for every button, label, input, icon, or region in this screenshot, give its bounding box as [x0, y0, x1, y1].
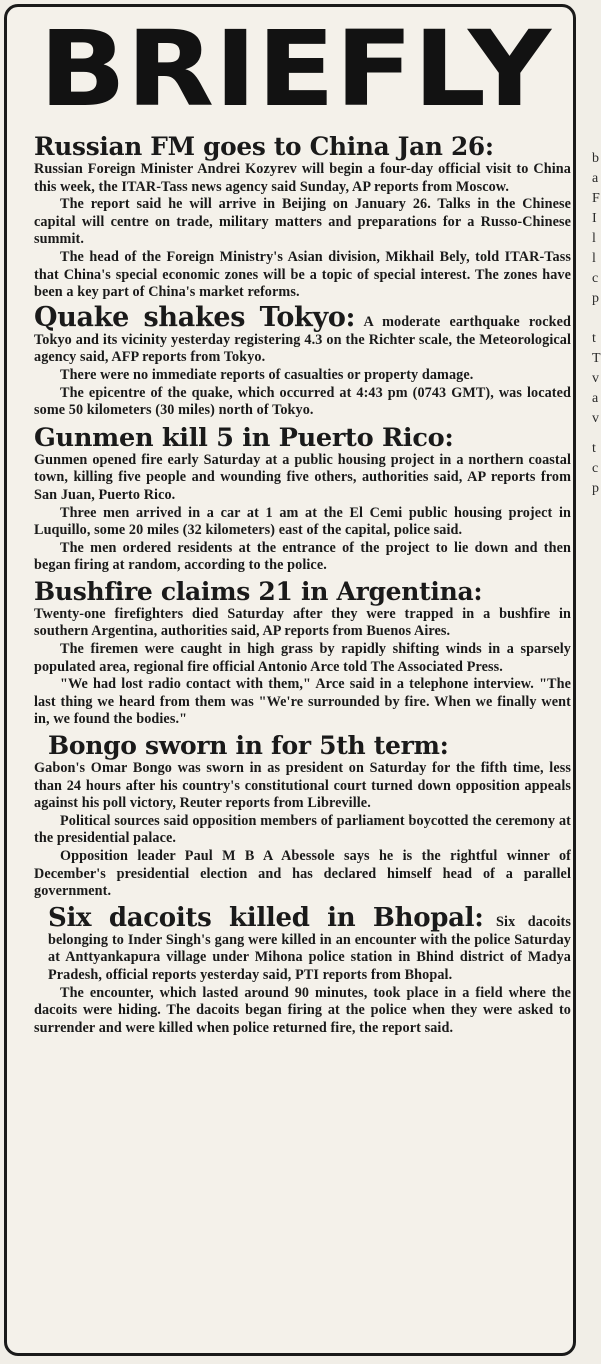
adjacent-column-letter: a: [592, 171, 599, 186]
story: [34, 578, 571, 729]
story: [34, 133, 571, 302]
paragraph: The report said he will arrive in Beijing on January 26. Talks in the Chinese capital will centre on trade, military matters and preparations for a Russo-Chinese summit.: [34, 196, 571, 248]
adjacent-column-letter: F: [592, 191, 600, 206]
headline: Russian FM goes to China Jan 26:: [34, 132, 494, 161]
paragraph: Opposition leader Paul M B A Abessole says he is the rightful winner of December's presidential election and has declared himself head of a parallel government.: [34, 848, 571, 900]
paragraph: The firemen were caught in high grass by rapidly shifting winds in a sparsely populated area, regional fire official Antonio Arce told The Associated Press.: [34, 641, 571, 675]
paragraph: The encounter, which lasted around 90 minutes, took place in a field where the dacoits were hiding. The dacoits began firing at the police when they were asked to surrender and were killed when police returned fire, the report said.: [34, 984, 571, 1036]
story-lead-paragraph: [34, 301, 571, 367]
adjacent-column-letter: l: [592, 251, 596, 266]
paragraph: Gunmen opened fire early Saturday at a public housing project in a northern coastal town, killing five people and wounding five others, authorities said, AP reports from San Juan, Puerto Rico.: [34, 451, 571, 503]
story: [34, 732, 571, 760]
adjacent-column-letter: p: [592, 481, 599, 496]
adjacent-column-letter: c: [592, 271, 599, 286]
adjacent-column-letter: t: [592, 441, 596, 456]
masthead-title: [35, 21, 555, 117]
briefly-box: [4, 4, 576, 1356]
adjacent-column-letter: v: [592, 371, 599, 386]
paragraph: "We had lost radio contact with them," Arce said in a telephone interview. "The last thing we heard from them was "We're surrounded by fire. When we finally went in, we found the bodies.": [34, 676, 571, 728]
story: [34, 904, 571, 1038]
adjacent-column-letter: p: [592, 291, 599, 306]
masthead: [35, 21, 555, 117]
adjacent-column-letter: b: [592, 151, 599, 166]
paragraph: Gabon's Omar Bongo was sworn in as president on Saturday for the fifth time, less than 24 hours after his country's constitutional court turned down opposition appeals against his poll victory, Reuter reports from Libreville.: [34, 760, 571, 812]
story-body: [34, 760, 571, 901]
paragraph: Twenty-one firefighters died Saturday after they were trapped in a bushfire in southern Argentina, authorities said, AP reports from Buenos Aires.: [34, 605, 571, 640]
paragraph: Political sources said opposition members of parliament boycotted the ceremony at the presidential palace.: [34, 812, 571, 847]
story-lead-paragraph: [34, 904, 571, 985]
headline: Bongo sworn in for 5th term:: [48, 731, 449, 761]
adjacent-column-letter: a: [592, 391, 599, 406]
lead-text: A moderate earthquake rocked Tokyo and its vicinity yesterday registering 4.3 on the Richter scale, the Meteorological agency said, AFP reports from Tokyo.: [34, 313, 571, 366]
adjacent-column-letter: v: [592, 411, 599, 426]
adjacent-column-letter: c: [592, 461, 599, 476]
story: [34, 424, 571, 575]
lead-text: Six dacoits belonging to Inder Singh's gang were killed in an encounter with the police Saturday at Anttyankapura village under Mihona police station in Bhind district of Madya Pradesh, official reports yesterday said, PTI reports from Bhopal.: [48, 913, 571, 983]
story: [34, 301, 571, 420]
adjacent-column-letter: I: [592, 211, 597, 226]
adjacent-column-letter: l: [592, 231, 596, 246]
adjacent-column-letter: t: [592, 331, 596, 346]
paragraph: Russian Foreign Minister Andrei Kozyrev will begin a four-day official visit to China this week, the ITAR-Tass news agency said Sunday, AP reports from Moscow.: [34, 161, 571, 195]
paragraph: There were no immediate reports of casualties or property damage.: [60, 366, 474, 383]
headline: Quake shakes Tokyo:: [34, 301, 356, 333]
paragraph: The epicentre of the quake, which occurred at 4:43 pm (0743 GMT), was located some 50 kilometers (30 miles) north of Tokyo.: [34, 384, 571, 419]
paragraph: The head of the Foreign Ministry's Asian division, Mikhail Bely, told ITAR-Tass that China's special economic zones will be a topic of special interest. The zones have been a key part of China's market reforms.: [34, 248, 571, 301]
adjacent-column-letter: T: [592, 351, 601, 366]
headline: Six dacoits killed in Bhopal:: [48, 902, 484, 933]
paragraph: Three men arrived in a car at 1 am at the El Cemi public housing project in Luquillo, some 20 miles (32 kilometers) east of the capital, police said.: [34, 504, 571, 539]
stories: [34, 133, 571, 1037]
adjacent-column-fragment: [584, 0, 601, 1364]
headline: Gunmen kill 5 in Puerto Rico:: [34, 422, 454, 453]
paragraph: The men ordered residents at the entrance of the project to lie down and then began firing at random, according to the police.: [34, 539, 571, 574]
headline: Bushfire claims 21 in Argentina:: [34, 576, 483, 606]
svg-text:BRIEFLY: BRIEFLY: [39, 21, 553, 117]
